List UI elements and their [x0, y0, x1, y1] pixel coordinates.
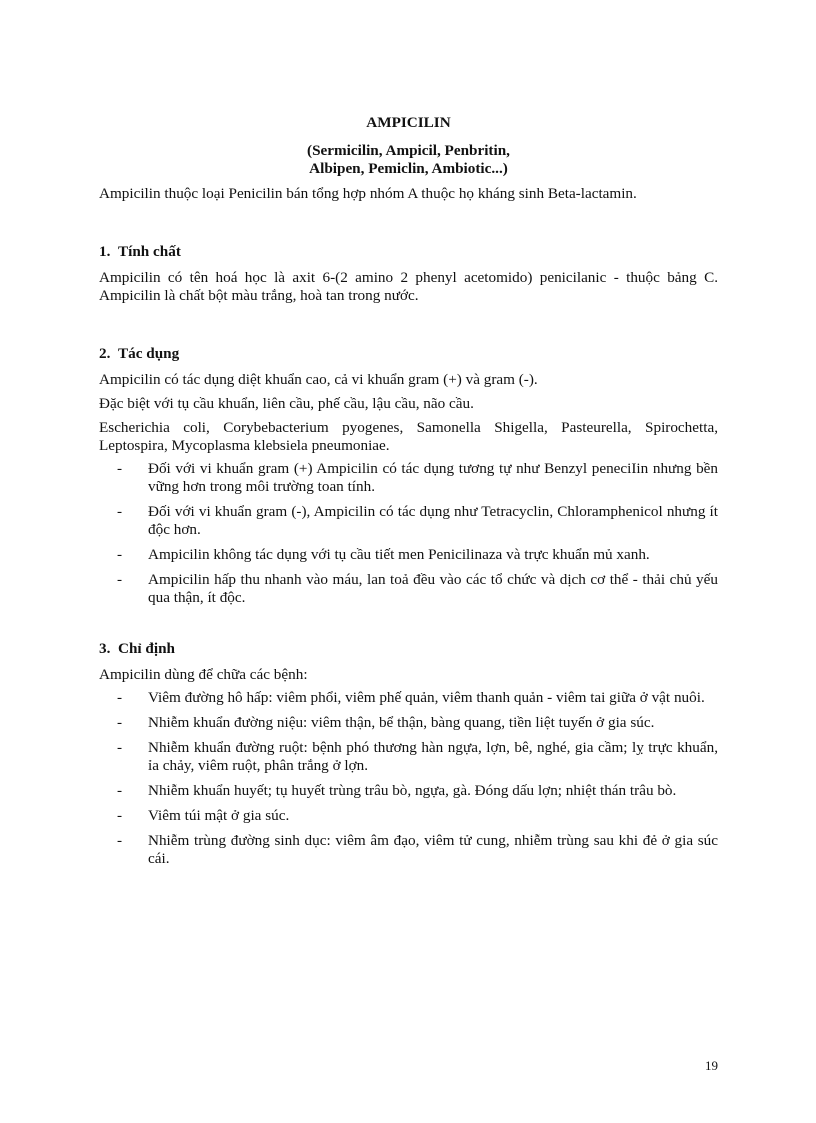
- list-item: [99, 782, 718, 800]
- paragraph: Ampicilin dùng để chữa các bệnh:: [99, 666, 308, 683]
- section-heading-tac-dung: [99, 345, 718, 363]
- dash-marker: -: [117, 832, 123, 849]
- list-item-text: Nhiễm trùng đường sinh dục: viêm âm đạo, viêm tử cung, nhiễm trùng sau khi đẻ ở gia súc cái.: [148, 832, 718, 867]
- document-title: AMPICILIN: [366, 114, 451, 131]
- list-item: [99, 571, 718, 607]
- dash-marker: -: [117, 782, 123, 799]
- list-item-text: Đối với vi khuẩn gram (+) Ampicilin có tác dụng tương tự như Benzyl peneciIin nhưng bền vững hơn trong môi trường toan tính.: [148, 460, 718, 495]
- list-item-text: Ampicilin hấp thu nhanh vào máu, lan toả đều vào các tổ chức và dịch cơ thể - thải chủ yếu qua thận, ít độc.: [148, 571, 718, 606]
- list-item: [99, 714, 718, 732]
- bullet-list: [99, 689, 718, 868]
- section-title: Chỉ định: [118, 640, 175, 657]
- section-title: Tính chất: [118, 243, 181, 260]
- intro-paragraph: Ampicilin thuộc loại Penicilin bán tổng hợp nhóm A thuộc họ kháng sinh Beta-lactamin.: [99, 185, 637, 202]
- list-item: [99, 832, 718, 868]
- list-item-text: Viêm túi mật ở gia súc.: [148, 807, 290, 824]
- dash-marker: -: [117, 689, 123, 706]
- paragraph: Đặc biệt với tụ cầu khuẩn, liên cầu, phế cầu, lậu cầu, não cầu.: [99, 395, 474, 412]
- list-item: [99, 546, 718, 564]
- paragraph: Escherichia coli, Corybebacterium pyogenes, Samonella Shigella, Pasteurella, Spirochetta, Leptospira, Mycoplasma klebsiela pneumoniae.: [99, 419, 718, 454]
- list-item-text: Nhiễm khuẩn đường niệu: viêm thận, bể thận, bàng quang, tiền liệt tuyến ở gia súc.: [148, 714, 655, 731]
- list-item-text: Đối với vi khuẩn gram (-), Ampicilin có tác dụng như Tetracyclin, Chloramphenicol nhưng ít độc hơn.: [148, 503, 718, 538]
- list-item-text: Nhiễm khuẩn huyết; tụ huyết trùng trâu bò, ngựa, gà. Đóng dấu lợn; nhiệt thán trâu bò.: [148, 782, 677, 799]
- list-item-text: Ampicilin không tác dụng với tụ cầu tiết men Penicilinaza và trực khuẩn mủ xanh.: [148, 546, 650, 563]
- section-title: Tác dụng: [118, 345, 180, 362]
- dash-marker: -: [117, 460, 123, 477]
- list-item: [99, 503, 718, 539]
- list-item-text: Viêm đường hô hấp: viêm phổi, viêm phế quản, viêm thanh quản - viêm tai giữa ở vật nuôi.: [148, 689, 705, 706]
- section-heading-chi-dinh: [99, 640, 718, 658]
- dash-marker: -: [117, 571, 123, 588]
- list-item: [99, 460, 718, 496]
- synonyms-line-2: Albipen, Pemiclin, Ambiotic...): [309, 160, 508, 177]
- synonyms-line-1: (Sermicilin, Ampicil, Penbritin,: [307, 142, 510, 159]
- paragraph: Ampicilin có tác dụng diệt khuẩn cao, cả vi khuẩn gram (+) và gram (-).: [99, 371, 538, 388]
- list-item: [99, 739, 718, 775]
- section-heading-tinh-chat: [99, 243, 718, 261]
- page-content: [99, 114, 718, 875]
- page-number: 19: [705, 1058, 718, 1073]
- dash-marker: -: [117, 546, 123, 563]
- section-number: 3.: [99, 640, 111, 657]
- section-number: 1.: [99, 243, 111, 260]
- section-number: 2.: [99, 345, 111, 362]
- list-item-text: Nhiễm khuẩn đường ruột: bệnh phó thương hàn ngựa, lợn, bê, nghé, gia cầm; lỵ trực khuẩn, ỉa chảy, viêm ruột, phân trắng ở lợn.: [148, 739, 718, 774]
- list-item: [99, 807, 718, 825]
- dash-marker: -: [117, 714, 123, 731]
- dash-marker: -: [117, 739, 123, 756]
- dash-marker: -: [117, 807, 123, 824]
- dash-marker: -: [117, 503, 123, 520]
- list-item: [99, 689, 718, 707]
- paragraph: Ampicilin có tên hoá học là axit 6-(2 amino 2 phenyl acetomido) penicilanic - thuộc bảng C. Ampicilin là chất bột màu trắng, hoà tan trong nước.: [99, 269, 718, 304]
- bullet-list: [99, 460, 718, 607]
